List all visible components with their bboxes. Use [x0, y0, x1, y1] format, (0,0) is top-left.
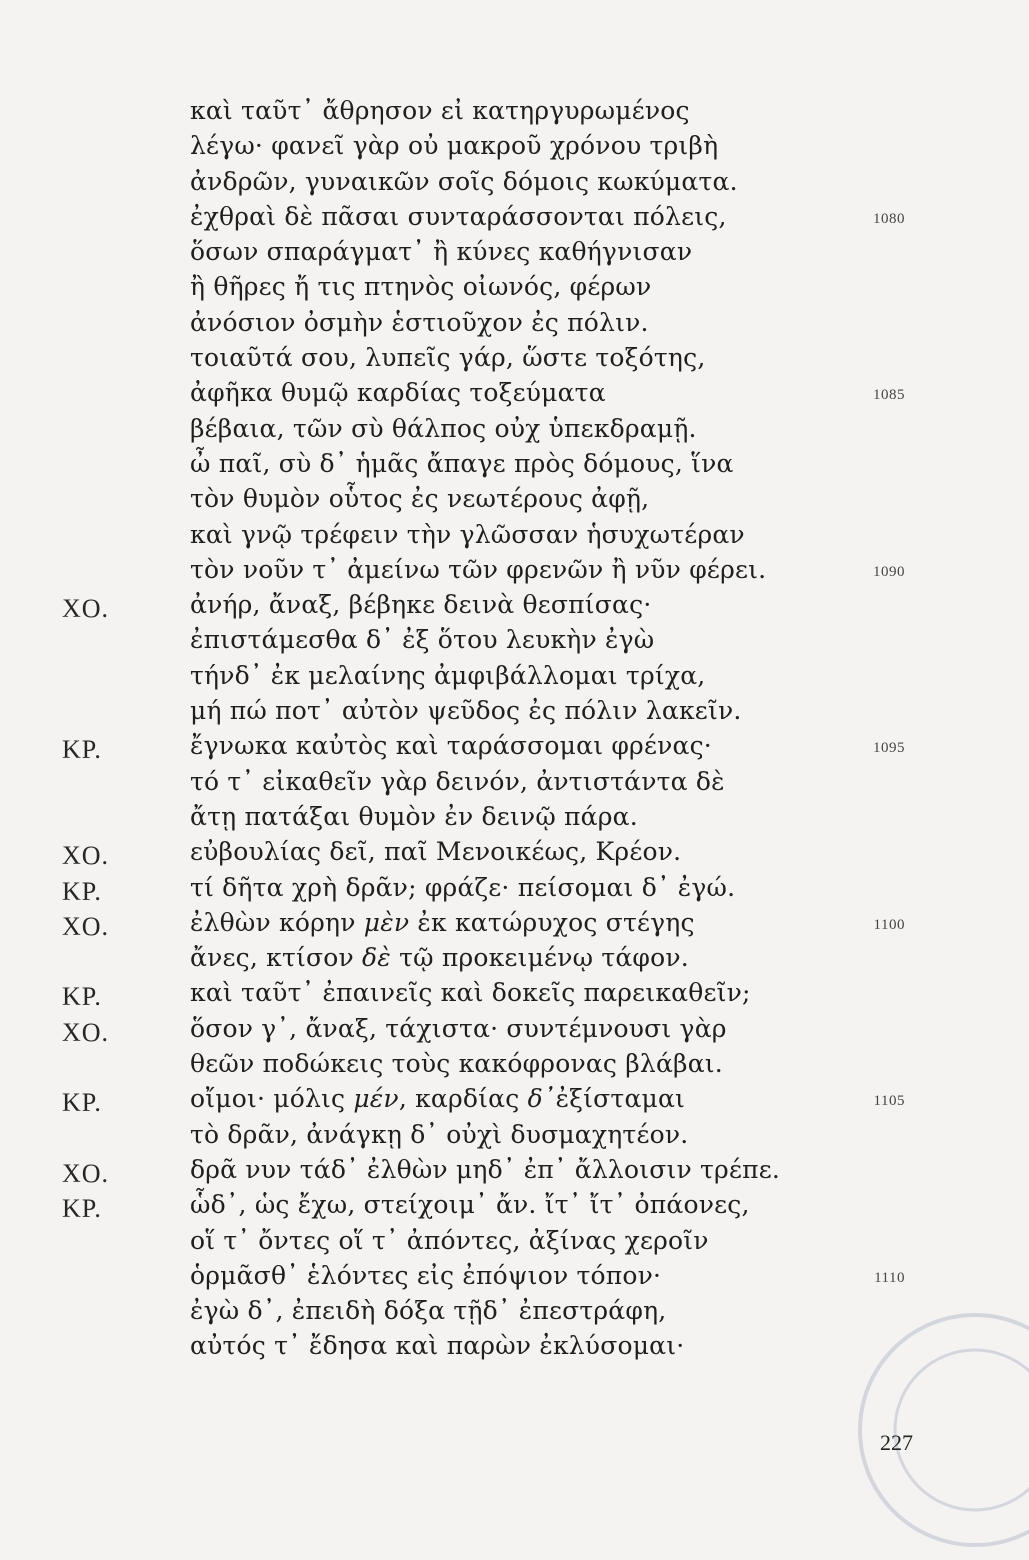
verse-line [0, 1084, 1029, 1119]
verse-text: τὸν νοῦν τ᾽ ἀμείνω τῶν φρενῶν ἢ νῦν φέρει. [190, 554, 767, 584]
verse-text: ἀνδρῶν, γυναικῶν σοῖς δόμοις κωκύματα. [190, 166, 738, 196]
verse-text: ἐλθὼν κόρην μὲν ἐκ κατώρυχος στέγης [190, 907, 695, 937]
verse-line [0, 1049, 1029, 1084]
verse-text: ὁρμᾶσθ᾽ ἑλόντες εἰς ἐπόψιον τόπον· [190, 1260, 662, 1290]
verse-line [0, 308, 1029, 343]
verse-line [0, 237, 1029, 272]
verse-text: ἀφῆκα θυμῷ καρδίας τοξεύματα [190, 378, 606, 408]
speaker-label: ΧΟ. [62, 841, 110, 871]
verse-line [0, 908, 1029, 943]
verse-text: αὐτός τ᾽ ἔδησα καὶ παρὼν ἐκλύσομαι· [190, 1331, 685, 1361]
speaker-label: ΚΡ. [62, 1194, 102, 1224]
verse-line [0, 731, 1029, 766]
speaker-label: ΚΡ. [62, 876, 102, 906]
verse-text: ἐχθραὶ δὲ πᾶσαι συνταράσσονται πόλεις, [190, 201, 727, 231]
verse-line [0, 167, 1029, 202]
verse-line [0, 1226, 1029, 1261]
verse-text: τό τ᾽ εἰκαθεῖν γὰρ δεινόν, ἀντιστάντα δὲ [190, 766, 725, 796]
verse-text: βέβαια, τῶν σὺ θάλπος οὐχ ὑπεκδραμῇ. [190, 413, 697, 443]
verse-text: ἄνες, κτίσον δὲ τῷ προκειμένῳ τάφον. [190, 943, 689, 973]
verse-text: ὦ παῖ, σὺ δ᾽ ἡμᾶς ἄπαγε πρὸς δόμους, ἵνα [190, 448, 734, 478]
line-number: 1090 [873, 563, 905, 580]
verse-line [0, 1155, 1029, 1190]
verse-line [0, 1120, 1029, 1155]
verse-text: θεῶν ποδώκεις τοὺς κακόφρονας βλάβαι. [190, 1049, 723, 1079]
verse-text: ἄτῃ πατάξαι θυμὸν ἐν δεινῷ πάρα. [190, 801, 638, 831]
verse-line [0, 202, 1029, 237]
verse-line [0, 1296, 1029, 1331]
verse-line [0, 520, 1029, 555]
verse-text: δρᾶ νυν τάδ᾽ ἐλθὼν μηδ᾽ ἐπ᾽ ἄλλοισιν τρέπε. [190, 1154, 781, 1184]
line-number: 1085 [873, 387, 905, 404]
verse-text: ἀνήρ, ἄναξ, βέβηκε δεινὰ θεσπίσας· [190, 590, 652, 620]
speaker-label: ΧΟ. [62, 1158, 110, 1188]
verse-line [0, 837, 1029, 872]
verse-text: ὧδ᾽, ὡς ἔχω, στείχοιμ᾽ ἄν. ἴτ᾽ ἴτ᾽ ὀπάονες, [190, 1190, 750, 1220]
verse-line [0, 1261, 1029, 1296]
verse-text: ἔγνωκα καὐτὸς καὶ ταράσσομαι φρένας· [190, 731, 712, 761]
verse-text: τί δῆτα χρὴ δρᾶν; φράζε· πείσομαι δ᾽ ἐγώ. [190, 872, 736, 902]
verse-line [0, 449, 1029, 484]
verse-text: λέγω· φανεῖ γὰρ οὐ μακροῦ χρόνου τριβὴ [190, 131, 719, 161]
verse-line [0, 943, 1029, 978]
verse-line [0, 378, 1029, 413]
verse-line [0, 590, 1029, 625]
verse-text: μή πώ ποτ᾽ αὐτὸν ψεῦδος ἐς πόλιν λακεῖν. [190, 696, 742, 726]
verse-text: τὸν θυμὸν οὗτος ἐς νεωτέρους ἀφῇ, [190, 484, 650, 514]
verse-text: ἀνόσιον ὀσμὴν ἑστιοῦχον ἐς πόλιν. [190, 307, 649, 337]
verse-text: εὐβουλίας δεῖ, παῖ Μενοικέως, Κρέον. [190, 837, 682, 867]
line-number: 1110 [874, 1269, 905, 1286]
verse-line [0, 802, 1029, 837]
verse-text: ἐγὼ δ᾽, ἐπειδὴ δόξα τῇδ᾽ ἐπεστράφη, [190, 1296, 667, 1326]
verse-text: καὶ ταῦτ᾽ ἐπαινεῖς καὶ δοκεῖς παρεικαθεῖν; [190, 978, 751, 1008]
speaker-label: ΧΟ. [62, 911, 110, 941]
speaker-label: ΚΡ. [62, 982, 102, 1012]
speaker-label: ΧΟ. [62, 1017, 110, 1047]
verse-line [0, 414, 1029, 449]
verse-line [0, 978, 1029, 1013]
line-number: 1080 [873, 210, 905, 227]
line-number: 1105 [873, 1093, 905, 1110]
verse-text: τήνδ᾽ ἐκ μελαίνης ἀμφιβάλλομαι τρίχα, [190, 660, 706, 690]
verse-line [0, 625, 1029, 660]
verse-text: ἢ θῆρες ἤ τις πτηνὸς οἰωνός, φέρων [190, 272, 652, 302]
verse-line [0, 873, 1029, 908]
verse-text: ὅσον γ᾽, ἄναξ, τάχιστα· συντέμνουσι γὰρ [190, 1013, 727, 1043]
verse-text: ὅσων σπαράγματ᾽ ἢ κύνες καθήγνισαν [190, 237, 693, 267]
verse-lines [0, 96, 1029, 1367]
page-number: 227 [880, 1430, 913, 1455]
verse-line [0, 767, 1029, 802]
verse-text: τοιαῦτά σου, λυπεῖς γάρ, ὥστε τοξότης, [190, 343, 706, 373]
verse-line [0, 96, 1029, 131]
speaker-label: ΚΡ. [62, 735, 102, 765]
line-number: 1100 [873, 916, 905, 933]
verse-text: ἐπιστάμεσθα δ᾽ ἐξ ὅτου λευκὴν ἐγὼ [190, 625, 655, 655]
verse-text: οἴμοι· μόλις μέν, καρδίας δ᾽ἐξίσταμαι [190, 1084, 686, 1114]
verse-line [0, 131, 1029, 166]
verse-line [0, 343, 1029, 378]
verse-line [0, 1331, 1029, 1366]
verse-text: καὶ ταῦτ᾽ ἄθρησον εἰ κατηργυρωμένος [190, 96, 690, 125]
verse-line [0, 1190, 1029, 1225]
speaker-label: ΚΡ. [62, 1088, 102, 1118]
verse-text: οἵ τ᾽ ὄντες οἵ τ᾽ ἀπόντες, ἀξίνας χεροῖν [190, 1225, 709, 1255]
line-number: 1095 [873, 740, 905, 757]
verse-line [0, 484, 1029, 519]
speaker-label: ΧΟ. [62, 594, 110, 624]
verse-line [0, 555, 1029, 590]
verse-line [0, 272, 1029, 307]
verse-text: καὶ γνῷ τρέφειν τὴν γλῶσσαν ἡσυχωτέραν [190, 519, 745, 549]
verse-text: τὸ δρᾶν, ἀνάγκῃ δ᾽ οὐχὶ δυσμαχητέον. [190, 1119, 689, 1149]
verse-line [0, 696, 1029, 731]
verse-line [0, 1014, 1029, 1049]
verse-line [0, 661, 1029, 696]
